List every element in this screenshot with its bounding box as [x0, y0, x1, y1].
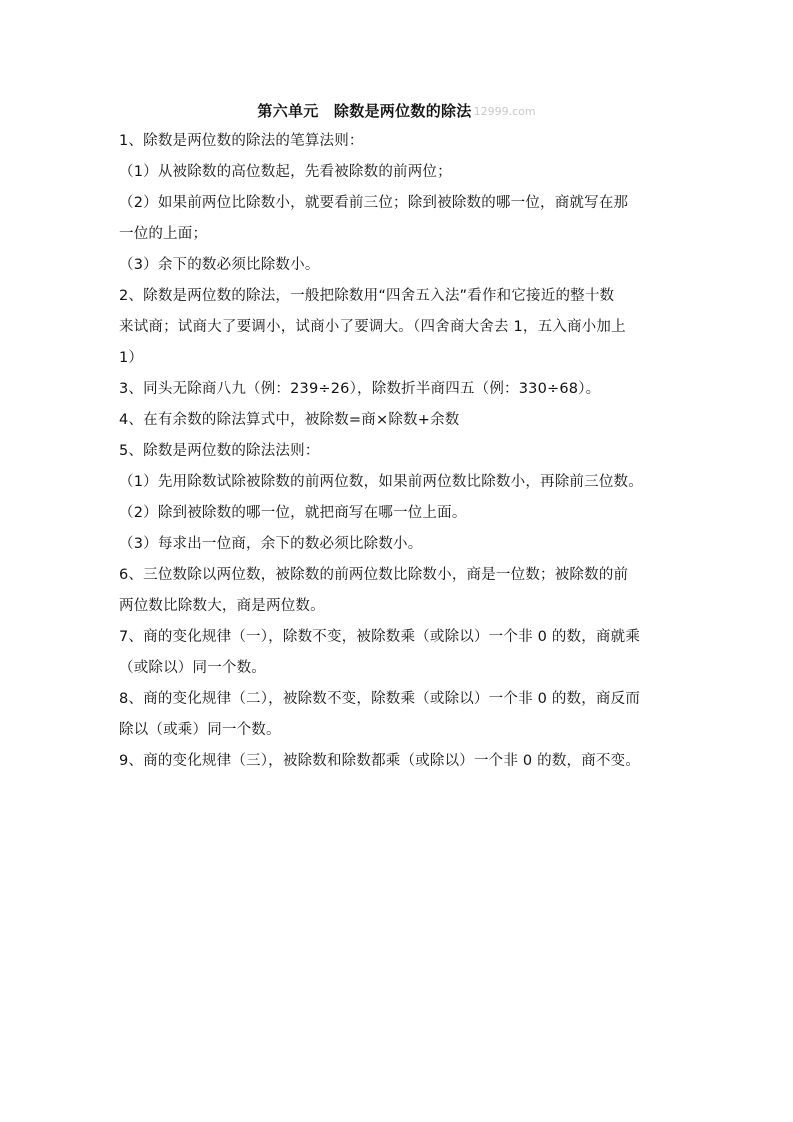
text-line: 一位的上面；	[119, 226, 208, 242]
text-line: （2）除到被除数的哪一位，就把商写在哪一位上面。	[119, 505, 467, 521]
text-line: 来试商；试商大了要调小，试商小了要调大。（四舍商大舍去 1，五入商小加上	[119, 319, 626, 335]
page-title: 第六单元 除数是两位数的除法	[257, 102, 472, 120]
text-line: （3）余下的数必须比除数小。	[119, 257, 320, 273]
text-line: 1、除数是两位数的除法的笔算法则：	[119, 133, 364, 149]
document-body	[119, 126, 679, 777]
text-line: 7、商的变化规律（一），除数不变，被除数乘（或除以）一个非 0 的数，商就乘	[119, 629, 641, 645]
text-line: 两位数比除数大，商是两位数。	[119, 598, 325, 614]
text-line: 1）	[119, 350, 144, 366]
text-line: 4、在有余数的除法算式中，被除数=商×除数+余数	[119, 412, 460, 428]
text-line: （2）如果前两位比除数小，就要看前三位；除到被除数的哪一位，商就写在那	[119, 195, 629, 211]
text-line: （或除以）同一个数。	[119, 660, 266, 676]
title-row	[0, 100, 793, 121]
text-line: （3）每求出一位商，余下的数必须比除数小。	[119, 536, 423, 552]
text-line: 3、同头无除商八九（例：239÷26），除数折半商四五（例：330÷68）。	[119, 381, 601, 397]
text-line: （1）从被除数的高位数起，先看被除数的前两位；	[119, 164, 452, 180]
text-line: 6、三位数除以两位数，被除数的前两位数比除数小，商是一位数；被除数的前	[119, 567, 629, 583]
watermark: 12999.com	[473, 105, 536, 118]
text-line: 8、商的变化规律（二），被除数不变，除数乘（或除以）一个非 0 的数，商反而	[119, 691, 641, 707]
text-line: （1）先用除数试除被除数的前两位数，如果前两位数比除数小，再除前三位数。	[119, 474, 643, 490]
text-line: 2、除数是两位数的除法，一般把除数用“四舍五入法”看作和它接近的整十数	[119, 288, 615, 304]
text-line: 除以（或乘）同一个数。	[119, 722, 281, 738]
text-line: 5、除数是两位数的除法法则：	[119, 443, 320, 459]
text-line: 9、商的变化规律（三），被除数和除数都乘（或除以）一个非 0 的数，商不变。	[119, 753, 641, 769]
